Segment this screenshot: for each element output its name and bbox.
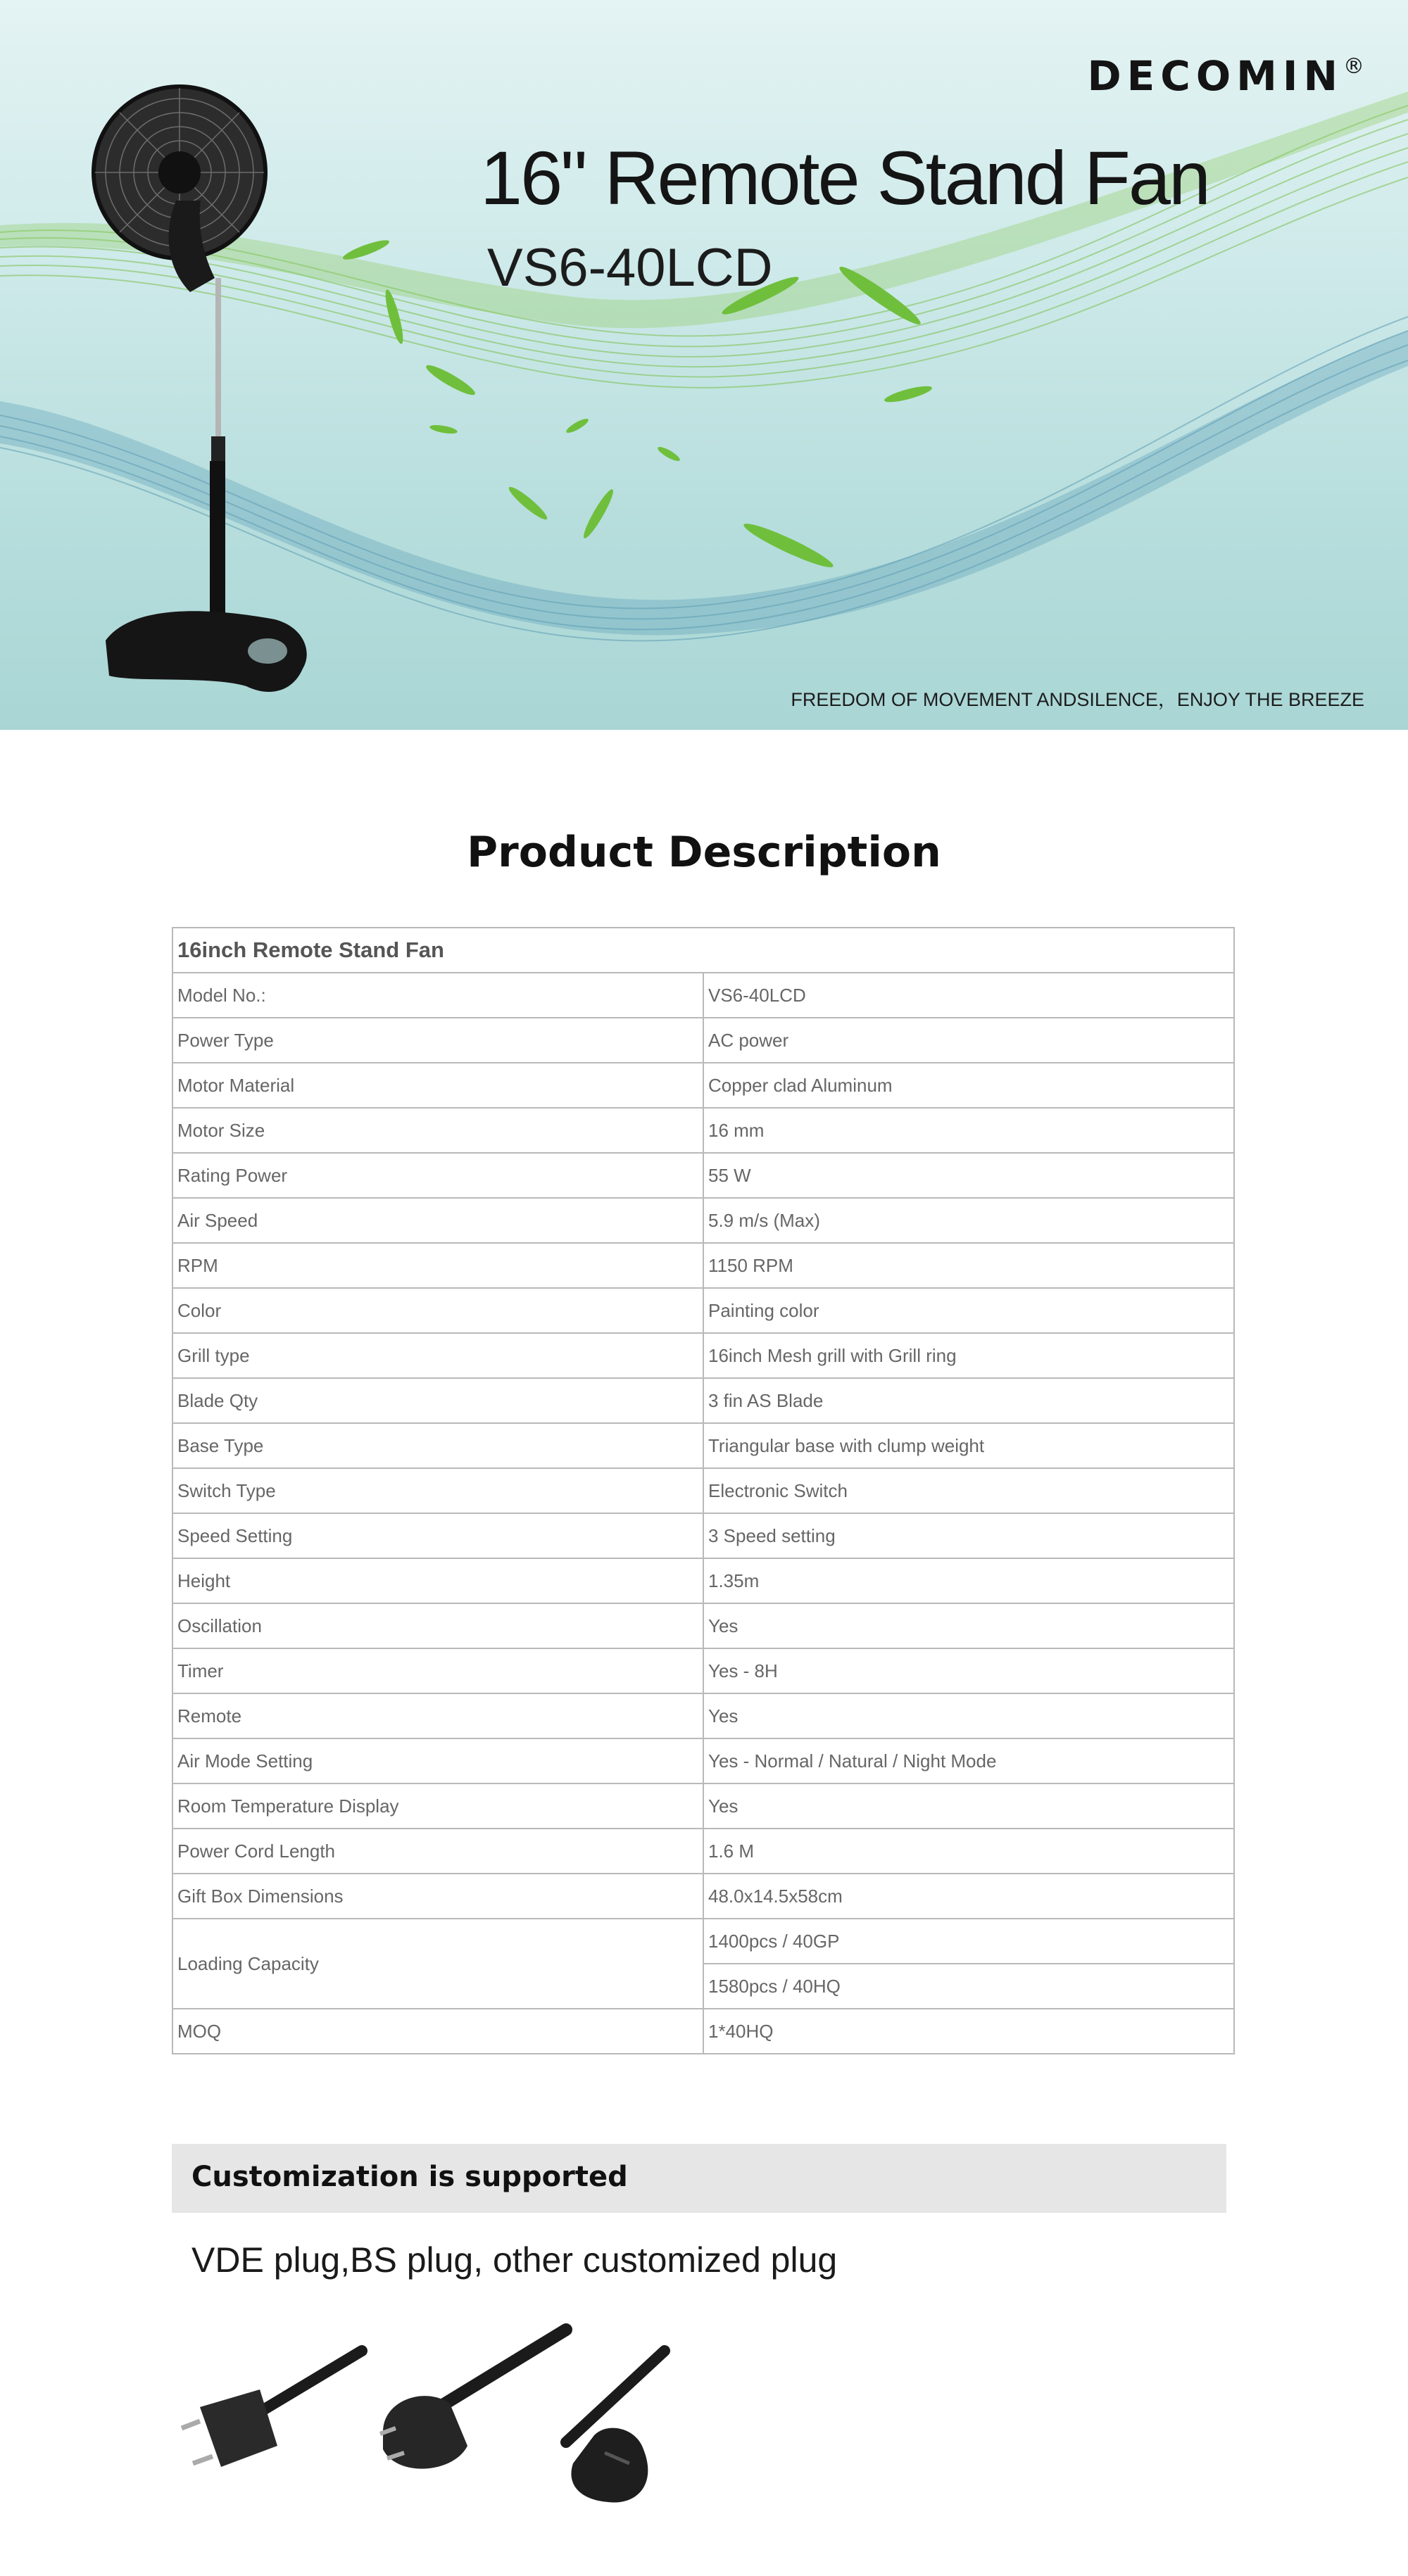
spec-value: Painting color <box>703 1288 1234 1333</box>
spec-value: Yes - Normal / Natural / Night Mode <box>703 1738 1234 1783</box>
spec-row <box>172 973 1234 1018</box>
spec-value: 1150 RPM <box>703 1243 1234 1288</box>
stand-fan-image <box>92 39 331 707</box>
spec-label: Timer <box>172 1648 703 1693</box>
spec-table-title: 16inch Remote Stand Fan <box>172 928 1234 973</box>
customization-heading: Customization is supported <box>191 2161 628 2193</box>
spec-row <box>172 1603 1234 1648</box>
spec-label: Loading Capacity <box>172 1919 703 2009</box>
spec-label: Power Type <box>172 1018 703 1063</box>
spec-label: Air Speed <box>172 1198 703 1243</box>
section-title-product-description: Product Description <box>467 828 941 877</box>
spec-row <box>172 1288 1234 1333</box>
spec-row <box>172 1018 1234 1063</box>
plug-options-text: VDE plug,BS plug, other customized plug <box>191 2240 838 2280</box>
spec-label: Oscillation <box>172 1603 703 1648</box>
spec-value: Yes - 8H <box>703 1648 1234 1693</box>
spec-value: 1*40HQ <box>703 2009 1234 2054</box>
spec-row <box>172 1423 1234 1468</box>
spec-value: 5.9 m/s (Max) <box>703 1198 1234 1243</box>
spec-row <box>172 1063 1234 1108</box>
spec-table <box>172 927 1235 2054</box>
schuko-plug-icon <box>380 2330 566 2469</box>
spec-row <box>172 1738 1234 1783</box>
spec-label: Room Temperature Display <box>172 1783 703 1829</box>
spec-label: Base Type <box>172 1423 703 1468</box>
spec-value: 1580pcs / 40HQ <box>703 1964 1234 2009</box>
hero-model-number: VS6-40LCD <box>487 238 773 298</box>
spec-label: Grill type <box>172 1333 703 1378</box>
brand-logo: DECOMIN® <box>1087 52 1364 100</box>
spec-row <box>172 1558 1234 1603</box>
spec-row <box>172 1153 1234 1198</box>
spec-label: Motor Material <box>172 1063 703 1108</box>
spec-label: Motor Size <box>172 1108 703 1153</box>
spec-label: Model No.: <box>172 973 703 1018</box>
spec-row <box>172 1783 1234 1829</box>
vde-plug-icon <box>182 2351 362 2467</box>
spec-value: Yes <box>703 1783 1234 1829</box>
spec-row <box>172 1243 1234 1288</box>
spec-row <box>172 1468 1234 1513</box>
spec-row <box>172 1333 1234 1378</box>
customization-banner <box>172 2144 1226 2213</box>
spec-label: Blade Qty <box>172 1378 703 1423</box>
spec-label: Height <box>172 1558 703 1603</box>
hero-banner <box>0 0 1408 730</box>
spec-label: Gift Box Dimensions <box>172 1874 703 1919</box>
spec-row <box>172 1108 1234 1153</box>
spec-row <box>172 1513 1234 1558</box>
hero-tagline: FREEDOM OF MOVEMENT ANDSILENCE，ENJOY THE BREEZE <box>791 689 1364 710</box>
spec-value: Yes <box>703 1693 1234 1738</box>
spec-row <box>172 2009 1234 2054</box>
spec-row <box>172 1198 1234 1243</box>
spec-value: Electronic Switch <box>703 1468 1234 1513</box>
spec-value: 3 fin AS Blade <box>703 1378 1234 1423</box>
spec-row <box>172 1378 1234 1423</box>
spec-value: 1.6 M <box>703 1829 1234 1874</box>
spec-label: Air Mode Setting <box>172 1738 703 1783</box>
spec-value: Triangular base with clump weight <box>703 1423 1234 1468</box>
spec-row <box>172 1693 1234 1738</box>
spec-label: Switch Type <box>172 1468 703 1513</box>
spec-label: MOQ <box>172 2009 703 2054</box>
spec-value: Copper clad Aluminum <box>703 1063 1234 1108</box>
spec-value: 3 Speed setting <box>703 1513 1234 1558</box>
spec-value: 48.0x14.5x58cm <box>703 1874 1234 1919</box>
hero-title: 16" Remote Stand Fan <box>480 135 1209 220</box>
spec-label: Remote <box>172 1693 703 1738</box>
spec-table-header-row <box>172 928 1234 973</box>
spec-value: VS6-40LCD <box>703 973 1234 1018</box>
spec-label: Power Cord Length <box>172 1829 703 1874</box>
spec-value: 16 mm <box>703 1108 1234 1153</box>
spec-value: AC power <box>703 1018 1234 1063</box>
spec-label: Rating Power <box>172 1153 703 1198</box>
plug-images <box>172 2323 805 2548</box>
spec-value: 55 W <box>703 1153 1234 1198</box>
spec-label: Speed Setting <box>172 1513 703 1558</box>
spec-row <box>172 1874 1234 1919</box>
spec-value: 1.35m <box>703 1558 1234 1603</box>
spec-row <box>172 1648 1234 1693</box>
spec-row <box>172 1829 1234 1874</box>
spec-value: Yes <box>703 1603 1234 1648</box>
spec-label: Color <box>172 1288 703 1333</box>
spec-value: 1400pcs / 40GP <box>703 1919 1234 1964</box>
spec-label: RPM <box>172 1243 703 1288</box>
spec-value: 16inch Mesh grill with Grill ring <box>703 1333 1234 1378</box>
bs-plug-icon <box>566 2351 665 2503</box>
spec-row <box>172 1919 1234 1964</box>
